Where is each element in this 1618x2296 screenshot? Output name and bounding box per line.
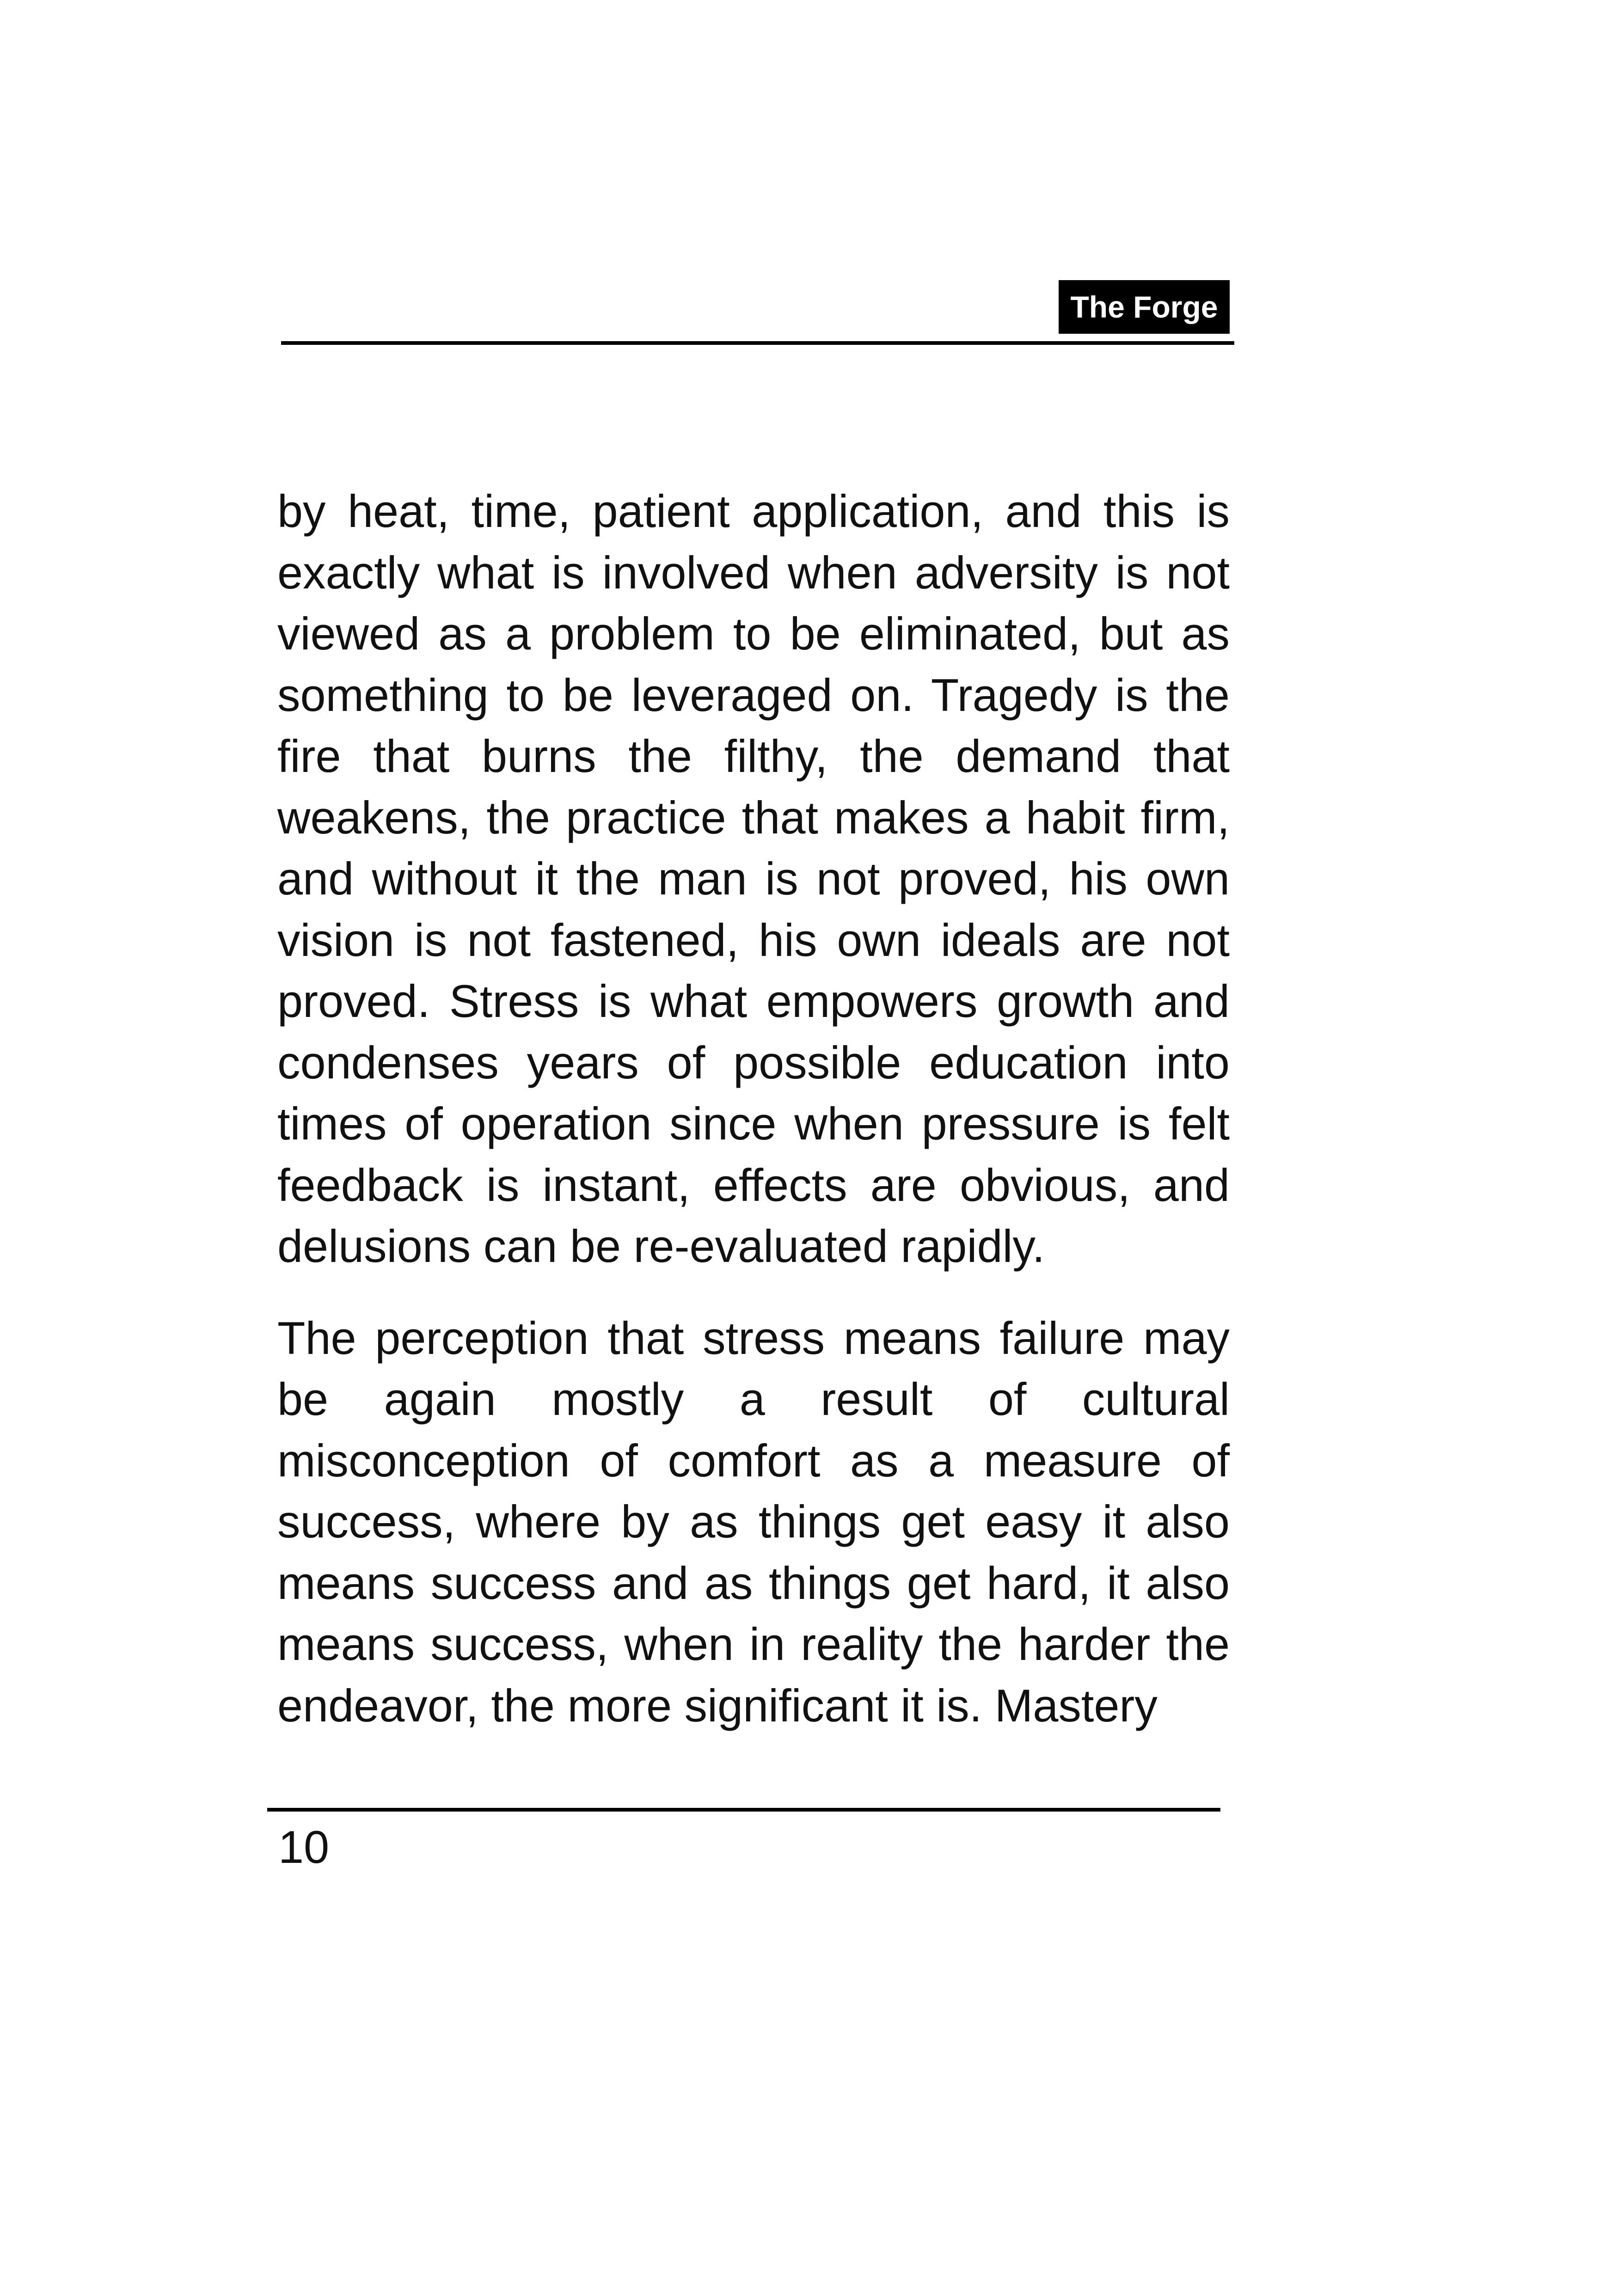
paragraph-2: The perception that stress means failure may be again mostly a result of cultural misconception of comfort as a measure of success, where by as things get easy it also means success and as things get hard, it also means success, when in reality the harder the endeavor, the more significant it is. Mastery [277,1312,1230,1731]
page-number: 10 [278,1821,330,1873]
header-rule [281,341,1234,345]
footer-rule [267,1808,1220,1812]
running-title: The Forge [1059,280,1230,334]
body-text [277,481,1230,1767]
paragraph-1: by heat, time, patient application, and this is exactly what is involved when adversity is not viewed as a problem to be eliminated, but as something to be leveraged on. Tragedy is the fire that burns the filthy, the demand that weakens, the practice that makes a habit firm, and without it the man is not proved, his own vision is not fastened, his own ideals are not proved. Stress is what empowers growth and condenses years of possible education into times of operation since when pressure is felt feedback is instant, effects are obvious, and delusions can be re-evaluated rapidly. [277,485,1230,1272]
